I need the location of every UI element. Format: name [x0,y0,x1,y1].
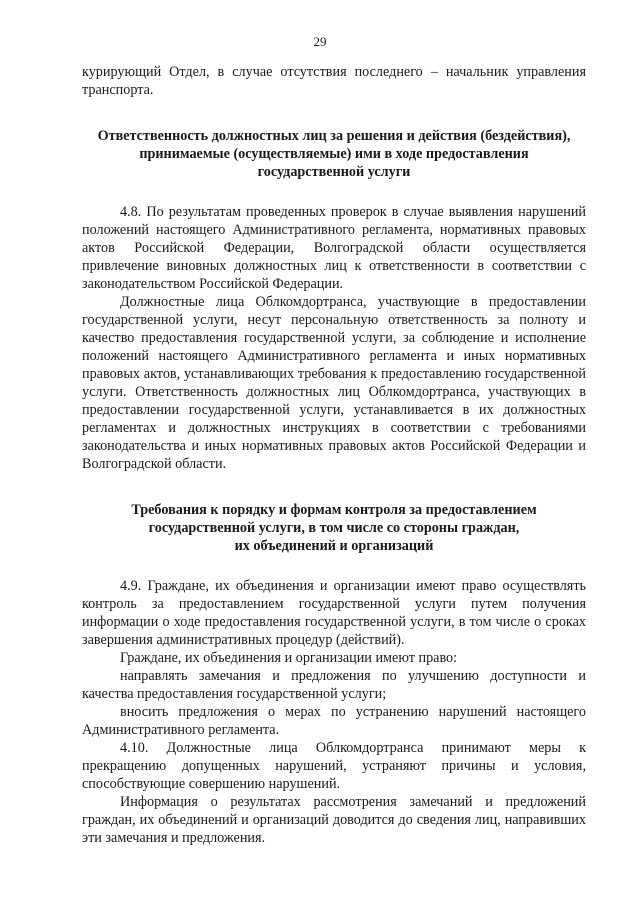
paragraph-4-9: 4.9. Граждане, их объединения и организации имеют право осуществлять контроль за предоставлением государственной услуги путем получения информации о ходе предоставления государственной услуги, в том числе о сроках завершения административных процедур (действий). [82,578,586,648]
spacer [82,181,586,203]
paragraph-citizens-rights: Граждане, их объединения и организации имеют право: [120,650,458,666]
paragraph-officials-responsibility: Должностные лица Облкомдортранса, участвующие в предоставлении государственной услуги, несут персональную ответственность за полноту и качество предоставления государственной услуги, за соблюдение и исполнение положений настоящего Административного регламента и иных нормативных правовых актов, устанавливающих требования к предоставлению государственной услуги. Ответственность должностных лиц Облкомдортранса, участвующих в предоставлении государственной услуги, устанавливается в их должностных регламентах и должностных инструкциях в соответствии с требованиями законодательства и иных нормативных правовых актов Российской Федерации и Волгоградской области. [82,294,586,472]
section-heading-control-requirements [82,501,586,555]
spacer [82,555,586,577]
paragraph-results-info: Информация о результатах рассмотрения замечаний и предложений граждан, их объединений и организаций доводится до сведения лиц, направивших эти замечания и предложения. [82,794,586,846]
paragraph-send-remarks: направлять замечания и предложения по улучшению доступности и качества предоставления государственной услуги; [82,668,586,702]
section-heading-responsibility [82,127,586,181]
document-body [82,63,586,847]
heading-line: их объединений и организаций [234,538,434,554]
paragraph-4-8: 4.8. По результатам проведенных проверок в случае выявления нарушений положений настоящего Административного регламента, нормативных правовых актов Российской Федерации, Волгоградской области осуществляется привлечение виновных должностных лиц к ответственности в соответствии с законодательством Российской Федерации. [82,204,586,292]
paragraph-submit-proposals: вносить предложения о мерах по устранению нарушений настоящего Административного регламента. [82,704,586,738]
paragraph-4-10: 4.10. Должностные лица Облкомдортранса принимают меры к прекращению допущенных нарушений, устраняют причины и условия, способствующие совершению нарушений. [82,740,586,792]
heading-line: Требования к порядку и формам контроля за предоставлением [131,502,537,518]
heading-line: принимаемые (осуществляемые) ими в ходе предоставления [139,146,529,162]
spacer [82,99,586,127]
heading-line: Ответственность должностных лиц за решения и действия (бездействия), [97,128,571,144]
intro-paragraph: курирующий Отдел, в случае отсутствия последнего – начальник управления транспорта. [82,64,586,98]
page-number: 29 [313,34,327,49]
heading-line: государственной услуги [257,164,411,180]
heading-line: государственной услуги, в том числе со стороны граждан, [148,520,520,536]
spacer [82,473,586,501]
